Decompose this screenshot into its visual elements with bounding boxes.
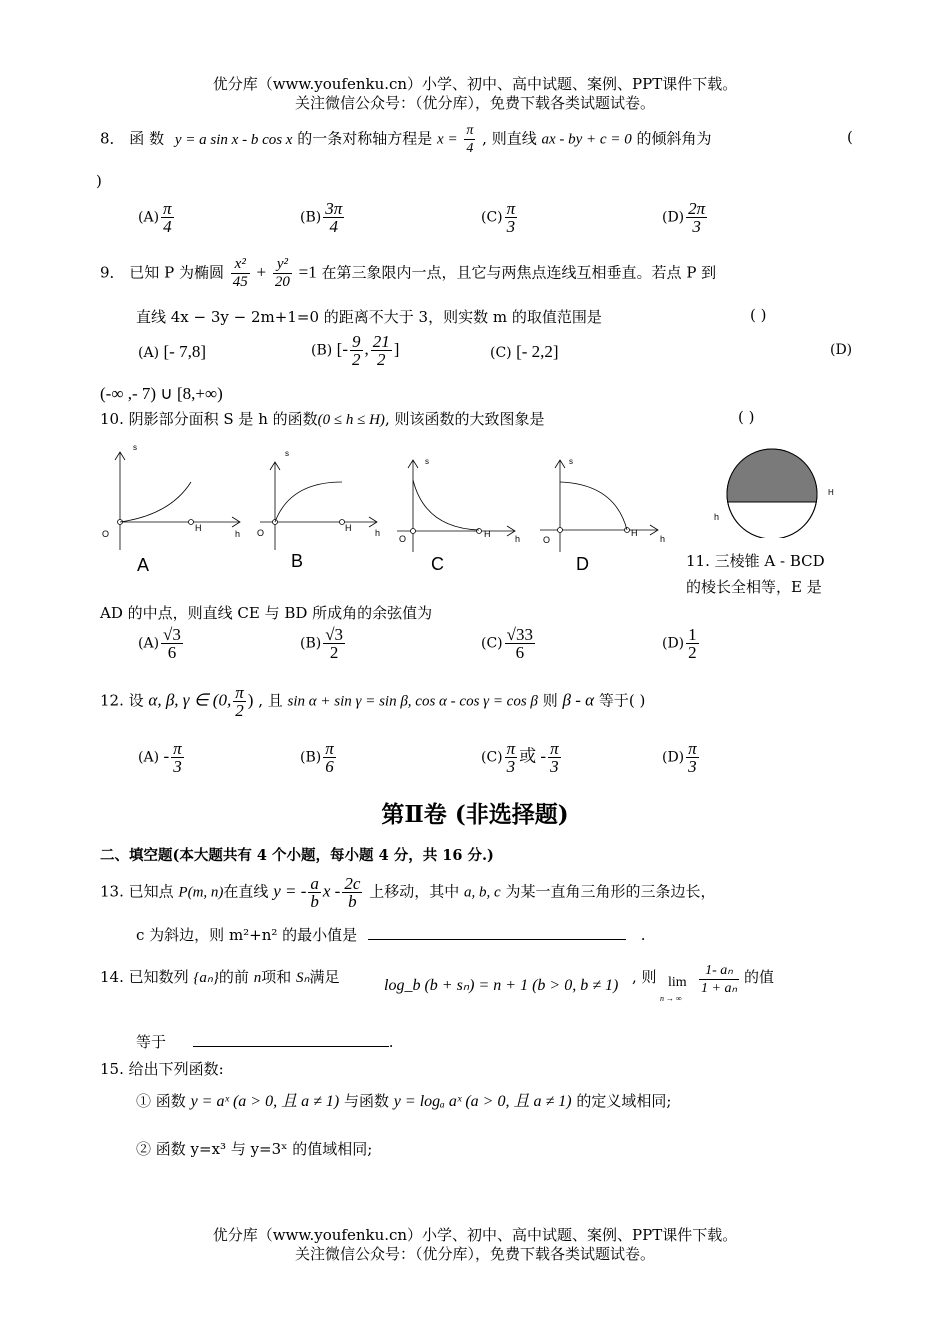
- q11-line-1: 11. 三棱锥 A - BCD: [686, 552, 825, 570]
- q9-option-c: (C) [- 2,2]: [490, 342, 559, 361]
- q9-option-b: (B) [- $\frac{9}{2}$ , $\frac{21}{2}$ ]: [311, 332, 400, 369]
- q9-option-d-label: (D): [830, 342, 853, 358]
- q10-graphs: [95, 440, 715, 580]
- q9-paren: ( ): [750, 306, 767, 324]
- q11-line-2: 的棱长全相等，E 是: [686, 578, 822, 596]
- q13-answer-blank[interactable]: [368, 939, 626, 940]
- q8-paren-open: (: [847, 128, 853, 146]
- q11-line-3: AD 的中点，则直线 CE 与 BD 所成角的余弦值为: [100, 604, 433, 622]
- circle-H-label: H: [828, 488, 834, 497]
- graph-a: [102, 443, 240, 575]
- graph-c: [397, 457, 520, 574]
- q9-option-d: (-∞ ,- 7) ∪ [8,+∞): [100, 384, 223, 403]
- svg-text:O: O: [257, 528, 265, 538]
- q14-answer-blank[interactable]: [193, 1046, 389, 1047]
- svg-text:O: O: [399, 534, 407, 544]
- question-13: 13. 已知点 P(m, n)在直线 y = - $\frac{a}{b}$ x - $\frac{2c}{b}$ 上移动，其中 a, b, c 为某一直角三角形的三条边长，: [100, 874, 716, 911]
- q9-option-a: (A) [- 7,8]: [138, 342, 206, 361]
- q13-line-2: c 为斜边，则 m²+n² 的最小值是 .: [136, 926, 646, 944]
- q12-option-a: (A) - $\frac{\pi}{3}$: [138, 739, 182, 776]
- svg-text:h: h: [375, 528, 381, 538]
- q8-paren-close: ): [96, 172, 102, 190]
- q9-line-2: 直线 4x − 3y − 2m+1=0 的距离不大于 3，则实数 m 的取值范围是: [136, 308, 602, 326]
- svg-text:h: h: [660, 534, 666, 544]
- svg-text:H: H: [631, 528, 638, 538]
- question-10: 10. 阴影部分面积 S 是 h 的函数(0 ≤ h ≤ H), 则该函数的大致图象是: [100, 410, 545, 428]
- q14-lim-sub: n → ∞: [660, 994, 682, 1003]
- q10-circle-figure: [700, 438, 850, 538]
- graph-a-s: s: [133, 443, 137, 452]
- svg-text:H: H: [345, 523, 352, 533]
- q8-option-b: (B) $\frac{3\pi}{4}$: [300, 199, 343, 236]
- footer-line-2: 关注微信公众号：（优分库），免费下载各类试题试卷。: [294, 1245, 655, 1263]
- q14-log-equation: log_b (b + sₙ) = n + 1 (b > 0, b ≠ 1): [384, 977, 619, 994]
- graph-a-o: O: [102, 529, 110, 539]
- circle-h-label: h: [714, 512, 720, 522]
- svg-text:B: B: [291, 551, 304, 571]
- part-2-title: 第Ⅱ卷 (非选择题): [381, 801, 569, 828]
- header-line-1: 优分库（www.youfenku.cn）小学、初中、高中试题、案例、PPT课件下载。: [212, 75, 738, 93]
- graph-a-letter: A: [137, 555, 150, 575]
- q11-option-c: (C) $\frac{√33}{6}$: [481, 625, 533, 662]
- q14-tail: 的值: [744, 968, 775, 986]
- q14-fraction: $\frac{\text{1- aₙ}}{\text{1 + aₙ}}$: [701, 963, 738, 996]
- q15-item-2: ② 函数 y=x³ 与 y=3ˣ 的值域相同;: [136, 1140, 373, 1158]
- svg-text:h: h: [515, 534, 521, 544]
- svg-text:s: s: [569, 457, 573, 466]
- svg-text:H: H: [484, 529, 491, 539]
- svg-text:C: C: [431, 554, 444, 574]
- graph-b: [257, 449, 380, 571]
- header-line-2: 关注微信公众号：（优分库），免费下载各类试题试卷。: [294, 94, 655, 112]
- svg-text:s: s: [425, 457, 429, 466]
- graph-a-H: H: [195, 523, 202, 533]
- question-14: 14. 已知数列 {aₙ}的前 n项和 Sₙ满足: [100, 968, 340, 986]
- q8-option-c: (C) $\frac{\pi}{3}$: [481, 199, 516, 236]
- q11-option-a: (A) $\frac{√3}{6}$: [138, 625, 181, 662]
- question-12: 12. 设 α, β, γ ∈ (0, $\frac{\pi}{2}$ ) , 且 sin α + sin γ = sin β, cos α - cos γ = cos β 则 β - α 等于( ): [100, 683, 646, 720]
- question-9: 9． 已知 P 为椭圆 $\frac{\text{x²}}{45}$ + $\frac{\text{y²}}{20}$ =1 在第三象限内一点，且它与两焦点连线互相垂直。若点 P 到: [100, 256, 717, 290]
- graph-d: [540, 457, 665, 574]
- q12-option-d: (D) $\frac{\pi}{3}$: [662, 739, 697, 776]
- graph-a-h: h: [235, 529, 241, 539]
- section-heading: 二、填空题(本大题共有 4 个小题，每小题 4 分，共 16 分.): [100, 847, 494, 864]
- footer-line-1: 优分库（www.youfenku.cn）小学、初中、高中试题、案例、PPT课件下载。: [212, 1226, 738, 1244]
- q15-title: 15. 给出下列函数:: [100, 1060, 224, 1078]
- q8-option-a: (A) $\frac{\pi}{4}$: [138, 199, 172, 236]
- q15-item-1: ① 函数 y = aˣ (a > 0, 且 a ≠ 1) 与函数 y = logₐ aˣ (a > 0, 且 a ≠ 1) 的定义域相同;: [136, 1092, 672, 1110]
- q10-paren: ( ): [738, 408, 755, 426]
- q12-option-b: (B) $\frac{\pi}{6}$: [300, 739, 334, 776]
- q14-lim: lim: [668, 975, 687, 990]
- q14-then: , 则: [632, 968, 657, 986]
- q11-option-b: (B) $\frac{√3}{2}$: [300, 625, 344, 662]
- question-8: 8． 函 数 y = a sin x - b cos x 的一条对称轴方程是 x = $\frac{\pi}{4}$ , 则直线 ax - by + c = 0 的倾斜角为: [100, 123, 712, 156]
- q11-option-d: (D) $\frac{1}{2}$: [662, 625, 697, 662]
- q8-option-d: (D) $\frac{2\pi}{3}$: [662, 199, 706, 236]
- q14-line-2: 等于 .: [136, 1033, 394, 1051]
- svg-text:s: s: [285, 449, 289, 458]
- q12-option-c: (C) $\frac{\pi}{3}$ 或 - $\frac{\pi}{3}$: [481, 739, 559, 776]
- svg-text:O: O: [543, 535, 551, 545]
- shaded-region: [720, 448, 830, 502]
- svg-text:D: D: [576, 554, 589, 574]
